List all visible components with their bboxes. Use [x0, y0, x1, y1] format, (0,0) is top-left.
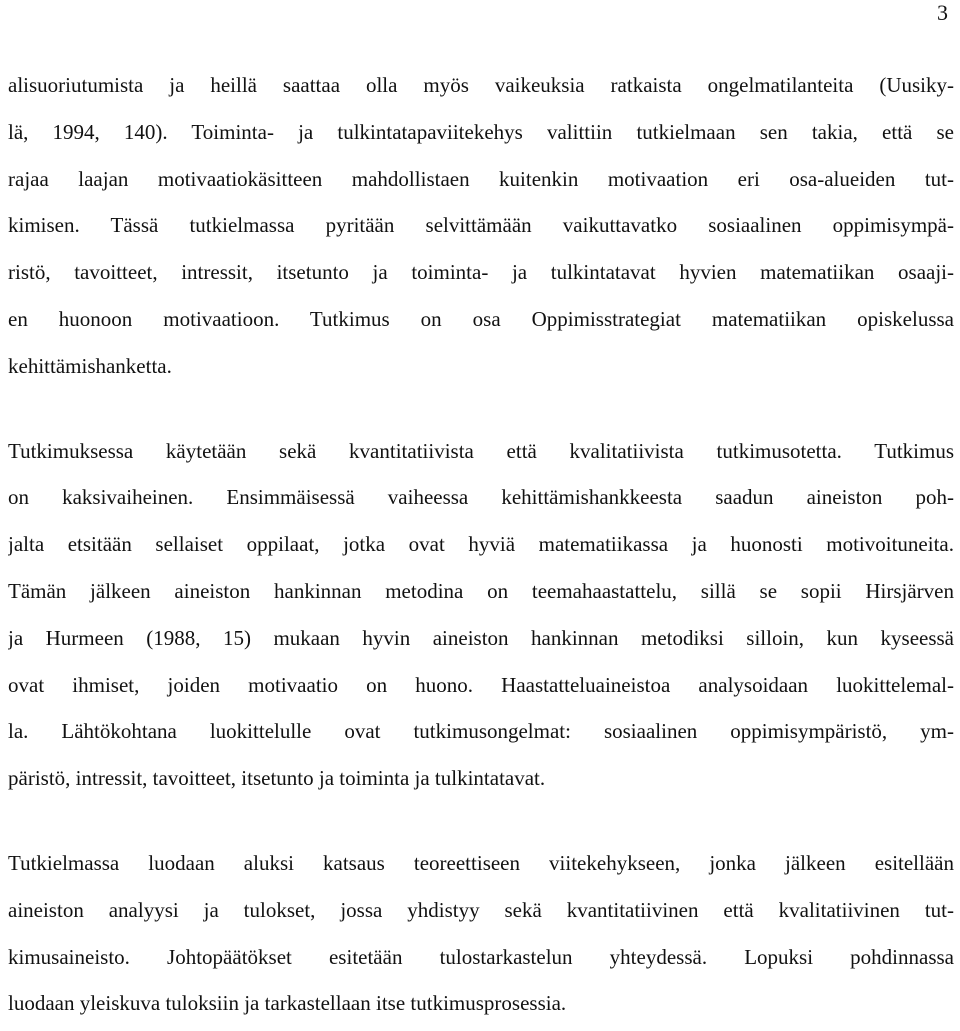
paragraph-spacer: [8, 806, 954, 844]
text-line: aineiston analyysi ja tulokset, jossa yhdistyy sekä kvantitatiivinen että kvalitatiivinen tut-: [8, 897, 954, 922]
text-line: on kaksivaiheinen. Ensimmäisessä vaiheessa kehittämishankkeesta saadun aineiston poh-: [8, 485, 954, 510]
text-line: ristö, tavoitteet, intressit, itsetunto ja toiminta- ja tulkintatavat hyvien matematiikan osaaji-: [8, 260, 954, 285]
text-line: jalta etsitään sellaiset oppilaat, jotka ovat hyviä matematiikassa ja huonosti motivoituneita.: [8, 532, 954, 557]
document-body: [8, 66, 954, 1031]
text-line: kehittämishanketta.: [8, 353, 172, 378]
paragraph-1: [8, 66, 954, 394]
paragraph-2: [8, 432, 954, 806]
page-number: 3: [937, 0, 948, 25]
text-line: Tämän jälkeen aineiston hankinnan metodina on teemahaastattelu, sillä se sopii Hirsjärven: [8, 578, 954, 603]
text-line: Tutkielmassa luodaan aluksi katsaus teoreettiseen viitekehykseen, jonka jälkeen esitellään: [8, 850, 954, 875]
text-line: alisuoriutumista ja heillä saattaa olla myös vaikeuksia ratkaista ongelmatilanteita (Uusiky-: [8, 73, 954, 97]
paragraph-3: [8, 844, 954, 1031]
text-line: päristö, intressit, tavoitteet, itsetunto ja toiminta ja tulkintatavat.: [8, 766, 546, 791]
text-line: kimisen. Tässä tutkielmassa pyritään selvittämään vaikuttavatko sosiaalinen oppimisympä-: [8, 213, 954, 238]
text-line: en huonoon motivaatioon. Tutkimus on osa Oppimisstrategiat matematiikan opiskelussa: [8, 306, 954, 331]
text-line: ovat ihmiset, joiden motivaatio on huono. Haastatteluaineistoa analysoidaan luokittelemal-: [8, 672, 954, 697]
text-line: Tutkimuksessa käytetään sekä kvantitatiivista että kvalitatiivista tutkimusotetta. Tutkimus: [8, 438, 954, 463]
text-line: luodaan yleiskuva tuloksiin ja tarkastellaan itse tutkimusprosessia.: [8, 991, 567, 1016]
text-line: rajaa laajan motivaatiokäsitteen mahdollistaen kuitenkin motivaation eri osa-alueiden tut-: [8, 166, 954, 191]
text-line: lä, 1994, 140). Toiminta- ja tulkintatapaviitekehys valittiin tutkielmaan sen takia, että se: [8, 119, 954, 144]
text-line: ja Hurmeen (1988, 15) mukaan hyvin aineiston hankinnan metodiksi silloin, kun kyseessä: [8, 625, 954, 650]
text-line: la. Lähtökohtana luokittelulle ovat tutkimusongelmat: sosiaalinen oppimisympäristö, ym-: [8, 719, 954, 744]
paragraph-spacer: [8, 394, 954, 432]
text-line: kimusaineisto. Johtopäätökset esitetään tulostarkastelun yhteydessä. Lopuksi pohdinnassa: [8, 944, 954, 969]
